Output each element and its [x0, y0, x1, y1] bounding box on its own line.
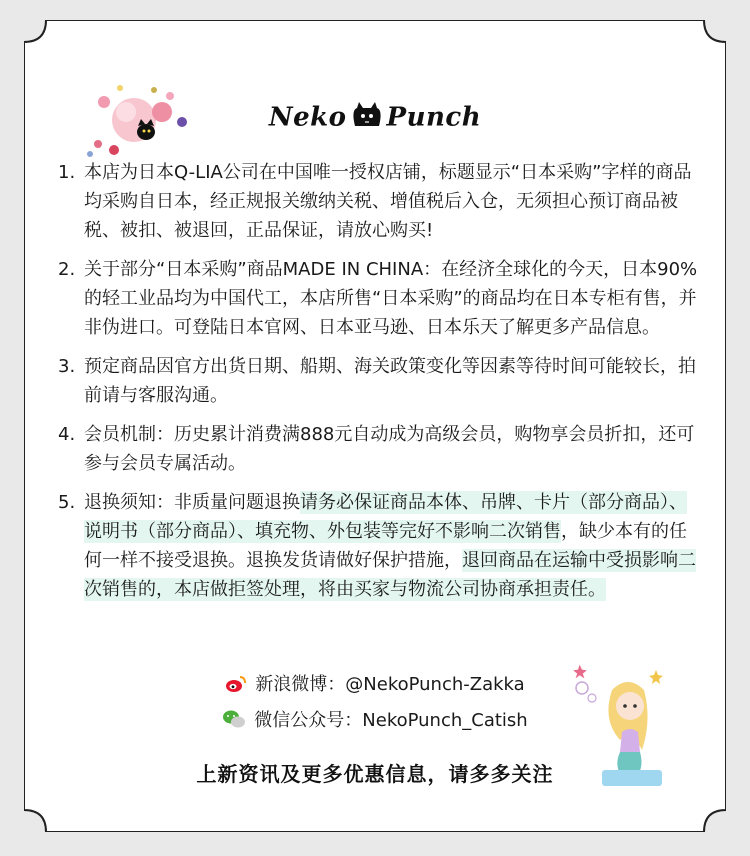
wechat-label[interactable]: 微信公众号：NekoPunch_Catish [254, 710, 528, 731]
notice-item [58, 352, 698, 410]
brand-logo [24, 100, 726, 137]
cat-logo-icon [349, 100, 385, 137]
return-text-middle: ，缺少本有的任何一样不接受退换。退换发货请做好保护措施， [84, 521, 687, 571]
notice-list [58, 158, 698, 614]
notice-text [84, 488, 698, 604]
weibo-label[interactable]: 新浪微博：@NekoPunch-Zakka [255, 674, 525, 695]
footer-follow-text: 上新资讯及更多优惠信息，请多多关注 [196, 762, 554, 786]
notice-number: 1. [58, 162, 76, 183]
wechat-icon [222, 709, 246, 734]
notice-item [58, 420, 698, 478]
notice-card [24, 20, 726, 832]
notice-item [58, 255, 698, 342]
return-highlight: 请务必保证商品本体、吊牌、卡片（部分商品）、说明书（部分商品）、填充物、外包装等完好不影响二次销售 [84, 492, 687, 542]
return-highlight-2: 退回商品在运输中受损影响二次销售的，本店做拒签处理，将由买家与物流公司协商承担责任。 [84, 550, 696, 600]
notice-number: 2. [58, 259, 76, 280]
notice-number: 4. [58, 424, 76, 445]
brand-right: Punch [386, 102, 482, 133]
notice-number: 3. [58, 356, 76, 377]
notice-text: 本店为日本Q-LIA公司在中国唯一授权店铺，标题显示“日本采购”字样的商品均采购自日本，经正规报关缴纳关税、增值税后入仓，无须担心预订商品被税、被扣、被退回，正品保证，请放心购买! [84, 162, 692, 241]
notice-text: 关于部分“日本采购”商品MADE IN CHINA：在经济全球化的今天，日本90%的轻工业品均为中国代工，本店所售“日本采购”的商品均在日本专柜有售，并非伪进口。可登陆日本官网、日本亚马逊、日本乐天了解更多产品信息。 [84, 259, 698, 338]
return-text-start: 退换须知：非质量问题退换 [84, 492, 300, 513]
notice-item-return-policy [58, 488, 698, 604]
brand-left: Neko [268, 102, 347, 133]
weibo-icon [225, 675, 247, 698]
notice-number: 5. [58, 492, 76, 513]
notice-text: 会员机制：历史累计消费满888元自动成为高级会员，购物享会员折扣，还可参与会员专属活动。 [84, 424, 695, 474]
notice-item [58, 158, 698, 245]
notice-text: 预定商品因官方出货日期、船期、海关政策变化等因素等待时间可能较长，拍前请与客服沟通。 [84, 356, 696, 406]
